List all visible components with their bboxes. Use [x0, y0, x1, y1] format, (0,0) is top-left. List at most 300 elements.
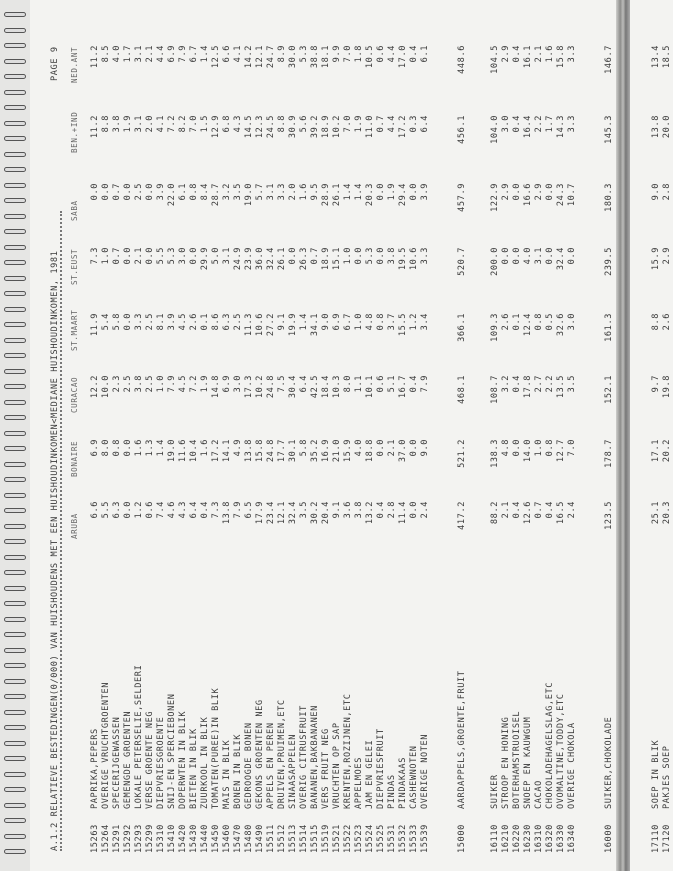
cell-value: 366.1: [457, 313, 467, 342]
binding-ring: [4, 152, 26, 157]
cell-value: 15.8: [255, 439, 265, 463]
cell-value: 0.3: [409, 115, 419, 133]
cell-value: 19.0: [167, 439, 177, 463]
cell-value: 5.5: [101, 501, 111, 519]
binding-ring: [4, 322, 26, 327]
cell-value: 10.4: [189, 439, 199, 463]
cell-value: 104.0: [490, 115, 500, 144]
cell-value: 0.6: [376, 45, 386, 63]
cell-value: 1.7: [123, 45, 133, 63]
item-label: SUIKER: [490, 774, 500, 809]
cell-value: 24.9: [233, 247, 243, 271]
document-page: [40, 0, 672, 871]
cell-value: 14.2: [244, 45, 254, 69]
cell-value: 0.8: [534, 313, 544, 331]
cell-value: 0.0: [123, 313, 133, 331]
binding-ring: [4, 462, 26, 467]
binding-ring: [4, 90, 26, 95]
cell-value: 4.8: [365, 313, 375, 331]
cell-value: 7.9: [167, 375, 177, 393]
binding-ring: [4, 756, 26, 761]
cell-value: 3.2: [501, 375, 511, 393]
cell-value: 9.0: [321, 313, 331, 331]
item-label: STROOP EN HONING: [501, 716, 511, 809]
item-code: 15310: [156, 824, 166, 853]
cell-value: 4.3: [233, 115, 243, 133]
cell-value: 7.0: [343, 115, 353, 133]
cell-value: 17.9: [255, 501, 265, 525]
cell-value: 16.4: [523, 115, 533, 139]
cell-value: 17.0: [398, 45, 408, 69]
cell-value: 0.4: [409, 45, 419, 63]
page-number-value: 9: [50, 46, 60, 53]
item-code: 15000: [457, 824, 467, 853]
table-row: [534, 0, 545, 871]
table-row: [244, 0, 255, 871]
cell-value: 4.1: [156, 115, 166, 133]
table-row: [167, 0, 178, 871]
cell-value: 11.3: [244, 313, 254, 337]
cell-value: 1.8: [354, 45, 364, 63]
item-code: 16320: [545, 824, 555, 853]
cell-value: 1.9: [200, 375, 210, 393]
item-code: 17110: [651, 824, 661, 853]
binding-ring: [4, 12, 26, 17]
cell-value: 145.3: [604, 115, 614, 144]
cell-value: 146.7: [604, 45, 614, 74]
cell-value: 0.4: [512, 115, 522, 133]
cell-value: 2.8: [662, 183, 672, 201]
cell-value: 17.2: [398, 115, 408, 139]
binding-ring: [4, 632, 26, 637]
cell-value: 417.2: [457, 501, 467, 530]
cell-value: 9.1: [277, 313, 287, 331]
cell-value: 37.0: [398, 439, 408, 463]
cell-value: 23.9: [244, 247, 254, 271]
cell-value: 4.0: [523, 247, 533, 265]
table-row: [112, 0, 123, 871]
cell-value: 6.7: [343, 313, 353, 331]
binding-ring: [4, 415, 26, 420]
cell-value: 3.3: [567, 115, 577, 133]
cell-value: 13.5: [556, 375, 566, 399]
item-code: 15524: [365, 824, 375, 853]
cell-value: 16.7: [398, 375, 408, 399]
cell-value: 2.5: [134, 183, 144, 201]
cell-value: 20.3: [365, 183, 375, 207]
cell-value: 0.7: [310, 247, 320, 265]
binding-ring: [4, 725, 26, 730]
cell-value: 16.6: [523, 183, 533, 207]
binding-ring: [4, 679, 26, 684]
item-label: DOPERWTEN IN BLIK: [178, 710, 188, 809]
item-code: 15299: [145, 824, 155, 853]
cell-value: 3.5: [567, 375, 577, 393]
cell-value: 6.9: [222, 375, 232, 393]
cell-value: 17.3: [244, 375, 254, 399]
item-code: 15450: [211, 824, 221, 853]
cell-value: 3.0: [178, 247, 188, 265]
item-code: 16230: [523, 824, 533, 853]
cell-value: 3.3: [134, 313, 144, 331]
cell-value: 9.1: [332, 501, 342, 519]
column-header: BONAIRE: [70, 440, 79, 477]
item-code: 15522: [343, 824, 353, 853]
cell-value: 200.0: [490, 247, 500, 276]
item-code: 16210: [501, 824, 511, 853]
item-label: TOMATEN(PUREE)IN BLIK: [211, 687, 221, 809]
binding-ring: [4, 694, 26, 699]
table-row: [365, 0, 376, 871]
binding-ring: [4, 446, 26, 451]
page-stack-edge: [616, 0, 630, 871]
item-code: 15519: [321, 824, 331, 853]
cell-value: 2.5: [233, 313, 243, 331]
cell-value: 0.0: [512, 247, 522, 265]
cell-value: 5.4: [101, 313, 111, 331]
cell-value: 28.9: [321, 183, 331, 207]
item-code: 16330: [556, 824, 566, 853]
cell-value: 7.2: [189, 375, 199, 393]
table-row: [662, 0, 673, 871]
cell-value: 9.7: [651, 375, 661, 393]
cell-value: 9.5: [310, 183, 320, 201]
cell-value: 5.7: [255, 183, 265, 201]
table-row: [420, 0, 431, 871]
cell-value: 6.4: [189, 501, 199, 519]
binding-ring: [4, 245, 26, 250]
cell-value: 7.5: [277, 375, 287, 393]
item-label: AARDAPPELS,GROENTE,FRUIT: [457, 670, 467, 809]
cell-value: 30.0: [288, 45, 298, 69]
cell-value: 468.1: [457, 375, 467, 404]
cell-value: 457.9: [457, 183, 467, 212]
table-row: [277, 0, 288, 871]
cell-value: 6.7: [189, 45, 199, 63]
cell-value: 11.2: [90, 45, 100, 69]
cell-value: 448.6: [457, 45, 467, 74]
item-label: SOEP IN BLIK: [651, 739, 661, 809]
cell-value: 0.0: [189, 247, 199, 265]
cell-value: 6.3: [112, 501, 122, 519]
cell-value: 3.8: [354, 501, 364, 519]
cell-value: 24.5: [266, 115, 276, 139]
cell-value: 6.3: [222, 313, 232, 331]
binding-ring: [4, 648, 26, 653]
cell-value: 0.0: [123, 247, 133, 265]
binding-ring: [4, 338, 26, 343]
cell-value: 3.1: [134, 115, 144, 133]
cell-value: 7.9: [233, 501, 243, 519]
cell-value: 3.3: [420, 247, 430, 265]
cell-value: 3.3: [567, 45, 577, 63]
cell-value: 2.1: [145, 45, 155, 63]
cell-value: 1.9: [354, 115, 364, 133]
cell-value: 0.0: [123, 501, 133, 519]
cell-value: 28.7: [211, 183, 221, 207]
page-number: [50, 46, 60, 81]
cell-value: 0.1: [200, 313, 210, 331]
cell-value: 520.7: [457, 247, 467, 276]
binding-ring: [4, 229, 26, 234]
cell-value: 0.0: [567, 247, 577, 265]
item-label: OVERIGE CHOKOLA: [567, 722, 577, 809]
cell-value: 11.6: [178, 439, 188, 463]
cell-value: 4.4: [156, 45, 166, 63]
table-row: [211, 0, 222, 871]
cell-value: 1.4: [343, 183, 353, 201]
table-total-row: [457, 0, 468, 871]
cell-value: 2.5: [123, 375, 133, 393]
cell-value: 6.9: [167, 45, 177, 63]
cell-value: 20.0: [662, 115, 672, 139]
cell-value: 20.2: [662, 439, 672, 463]
item-label: SNIJ-EN SPERCIEBONEN: [167, 693, 177, 809]
item-label: JAM EN GELEI: [365, 739, 375, 809]
item-label: PINDAS: [387, 774, 397, 809]
cell-value: 9.0: [420, 439, 430, 457]
cell-value: 11.4: [398, 501, 408, 525]
cell-value: 0.4: [545, 501, 555, 519]
binding-ring: [4, 198, 26, 203]
cell-value: 2.4: [567, 501, 577, 519]
cell-value: 10.2: [332, 115, 342, 139]
cell-value: 32.4: [556, 247, 566, 271]
cell-value: 0.7: [534, 501, 544, 519]
item-label: SNOEP EN KAUWGUM: [523, 716, 533, 809]
table-row: [545, 0, 556, 871]
cell-value: 1.0: [101, 247, 111, 265]
table-row: [200, 0, 211, 871]
cell-value: 10.3: [332, 375, 342, 399]
item-code: 15513: [288, 824, 298, 853]
cell-value: 1.4: [156, 439, 166, 457]
cell-value: 1.2: [409, 313, 419, 331]
cell-value: 2.1: [534, 45, 544, 63]
cell-value: 2.6: [501, 313, 511, 331]
binding-ring: [4, 663, 26, 668]
cell-value: 3.4: [420, 313, 430, 331]
cell-value: 2.5: [145, 375, 155, 393]
cell-value: 0.0: [512, 183, 522, 201]
table-row: [266, 0, 277, 871]
item-label: CHOKOLADEHAGELSLAG,ETC: [545, 681, 555, 809]
cell-value: 38.8: [310, 45, 320, 69]
cell-value: 1.4: [354, 183, 364, 201]
binding-ring: [4, 431, 26, 436]
cell-value: 2.0: [145, 115, 155, 133]
cell-value: 29.4: [398, 183, 408, 207]
binding-ring: [4, 539, 26, 544]
cell-value: 18.9: [321, 115, 331, 139]
cell-value: 23.4: [266, 501, 276, 525]
cell-value: 3.8: [112, 115, 122, 133]
binding-ring: [4, 307, 26, 312]
item-code: 15539: [420, 824, 430, 853]
binding-ring: [4, 555, 26, 560]
cell-value: 0.4: [376, 501, 386, 519]
cell-value: 0.8: [545, 439, 555, 457]
cell-value: 17.8: [523, 375, 533, 399]
item-code: 15264: [101, 824, 111, 853]
cell-value: 12.2: [90, 375, 100, 399]
cell-value: 0.6: [376, 375, 386, 393]
cell-value: 0.0: [512, 439, 522, 457]
cell-value: 122.9: [490, 183, 500, 212]
cell-value: 4.0: [112, 45, 122, 63]
table-row: [387, 0, 398, 871]
cell-value: 18.8: [365, 439, 375, 463]
cell-value: 30.2: [310, 501, 320, 525]
cell-value: 9.9: [332, 45, 342, 63]
cell-value: 24.3: [556, 183, 566, 207]
cell-value: 4.5: [178, 375, 188, 393]
cell-value: 3.0: [233, 375, 243, 393]
cell-value: 15.1: [332, 247, 342, 271]
cell-value: 0.0: [409, 501, 419, 519]
item-code: 15291: [112, 824, 122, 853]
cell-value: 1.6: [545, 45, 555, 63]
cell-value: 1.7: [545, 115, 555, 133]
binding-ring: [4, 384, 26, 389]
cell-value: 20.4: [321, 501, 331, 525]
cell-value: 14.3: [556, 115, 566, 139]
cell-value: 0.8: [112, 439, 122, 457]
cell-value: 3.5: [233, 183, 243, 201]
cell-value: 12.1: [255, 45, 265, 69]
cell-value: 239.5: [604, 247, 614, 276]
cell-value: 8.9: [277, 45, 287, 63]
cell-value: 12.7: [556, 439, 566, 463]
cell-value: 11.0: [365, 115, 375, 139]
item-code: 15460: [222, 824, 232, 853]
cell-value: 14.5: [244, 115, 254, 139]
cell-value: 88.2: [490, 501, 500, 525]
item-code: 15512: [277, 824, 287, 853]
table-row: [398, 0, 409, 871]
item-label: PAKJES SOEP: [662, 745, 672, 809]
item-label: SUIKER,CHOKOLADE: [604, 716, 614, 809]
cell-value: 0.0: [501, 247, 511, 265]
cell-value: 24.8: [266, 375, 276, 399]
item-label: LOKALE PETERSELIE,SELDERI: [134, 664, 144, 809]
cell-value: 0.7: [112, 183, 122, 201]
cell-value: 3.1: [266, 183, 276, 201]
table-row: [310, 0, 321, 871]
cell-value: 8.8: [277, 115, 287, 133]
cell-value: 1.9: [387, 183, 397, 201]
cell-value: 3.1: [134, 45, 144, 63]
cell-value: 24.8: [266, 439, 276, 463]
item-label: PAPRIKA,PEPERS: [90, 728, 100, 809]
cell-value: 30.9: [288, 115, 298, 139]
binding-ring: [4, 601, 26, 606]
cell-value: 4.0: [354, 439, 364, 457]
cell-value: 13.2: [365, 501, 375, 525]
cell-value: 39.2: [310, 115, 320, 139]
item-label: VERS FRUIT NEG: [321, 728, 331, 809]
cell-value: 10.2: [255, 375, 265, 399]
item-label: GEDROOGDE BONEN: [244, 722, 254, 809]
cell-value: 4.1: [233, 45, 243, 63]
binding-ring: [4, 477, 26, 482]
cell-value: 0.1: [512, 313, 522, 331]
cell-value: 8.0: [343, 375, 353, 393]
cell-value: 123.5: [604, 501, 614, 530]
cell-value: 152.1: [604, 375, 614, 404]
cell-value: 7.3: [90, 247, 100, 265]
cell-value: 6.9: [90, 439, 100, 457]
item-code: 15410: [167, 824, 177, 853]
table-row: [651, 0, 662, 871]
cell-value: 1.9: [123, 115, 133, 133]
table-row: [567, 0, 578, 871]
cell-value: 4.9: [233, 439, 243, 457]
binding-ring: [4, 508, 26, 513]
cell-value: 6.9: [332, 313, 342, 331]
item-label: SPECERIJGEWASSEN: [112, 716, 122, 809]
cell-value: 5.8: [299, 439, 309, 457]
cell-value: 19.5: [398, 247, 408, 271]
cell-value: 7.9: [420, 375, 430, 393]
spiral-binding: [0, 0, 30, 871]
binding-ring: [4, 493, 26, 498]
cell-value: 6.1: [420, 45, 430, 63]
cell-value: 12.4: [523, 313, 533, 337]
cell-value: 8.2: [178, 115, 188, 133]
item-label: VERSE GROENTE NEG: [145, 710, 155, 809]
page-title: A.1.2 RELATIEVE BESTEDINGEN(0/000) VAN HUISHOUDENS MET EEN HUISHOUDINKOMEN<MEDIANE HUISHOUDINKOMEN, 1981: [50, 250, 60, 851]
cell-value: 456.1: [457, 115, 467, 144]
cell-value: 138.3: [490, 439, 500, 468]
binding-ring: [4, 260, 26, 265]
item-code: 15521: [332, 824, 342, 853]
cell-value: 21.0: [332, 439, 342, 463]
cell-value: 6.8: [222, 115, 232, 133]
cell-value: 10.1: [365, 375, 375, 399]
cell-value: 0.0: [409, 183, 419, 201]
table-row: [523, 0, 534, 871]
cell-value: 16.9: [321, 439, 331, 463]
cell-value: 42.5: [310, 375, 320, 399]
column-header: ST.EUST: [70, 248, 79, 285]
cell-value: 5.1: [387, 375, 397, 393]
cell-value: 1.3: [145, 439, 155, 457]
cell-value: 2.0: [288, 183, 298, 201]
table-row: [512, 0, 523, 871]
table-row: [90, 0, 101, 871]
binding-ring: [4, 741, 26, 746]
item-code: 17120: [662, 824, 672, 853]
item-label: KRENTEN,ROZIJNEN,ETC: [343, 693, 353, 809]
cell-value: 0.4: [200, 501, 210, 519]
binding-ring: [4, 772, 26, 777]
item-code: 15292: [123, 824, 133, 853]
item-label: ZUURKOOL IN BLIK: [200, 716, 210, 809]
cell-value: 2.6: [662, 313, 672, 331]
item-code: 15420: [178, 824, 188, 853]
cell-value: 8.8: [651, 313, 661, 331]
cell-value: 18.4: [321, 375, 331, 399]
binding-ring: [4, 353, 26, 358]
table-row: [101, 0, 112, 871]
cell-value: 4.3: [178, 501, 188, 519]
cell-value: 18.1: [321, 45, 331, 69]
cell-value: 32.4: [288, 501, 298, 525]
cell-value: 18.5: [662, 45, 672, 69]
binding-ring: [4, 43, 26, 48]
cell-value: 10.0: [101, 375, 111, 399]
